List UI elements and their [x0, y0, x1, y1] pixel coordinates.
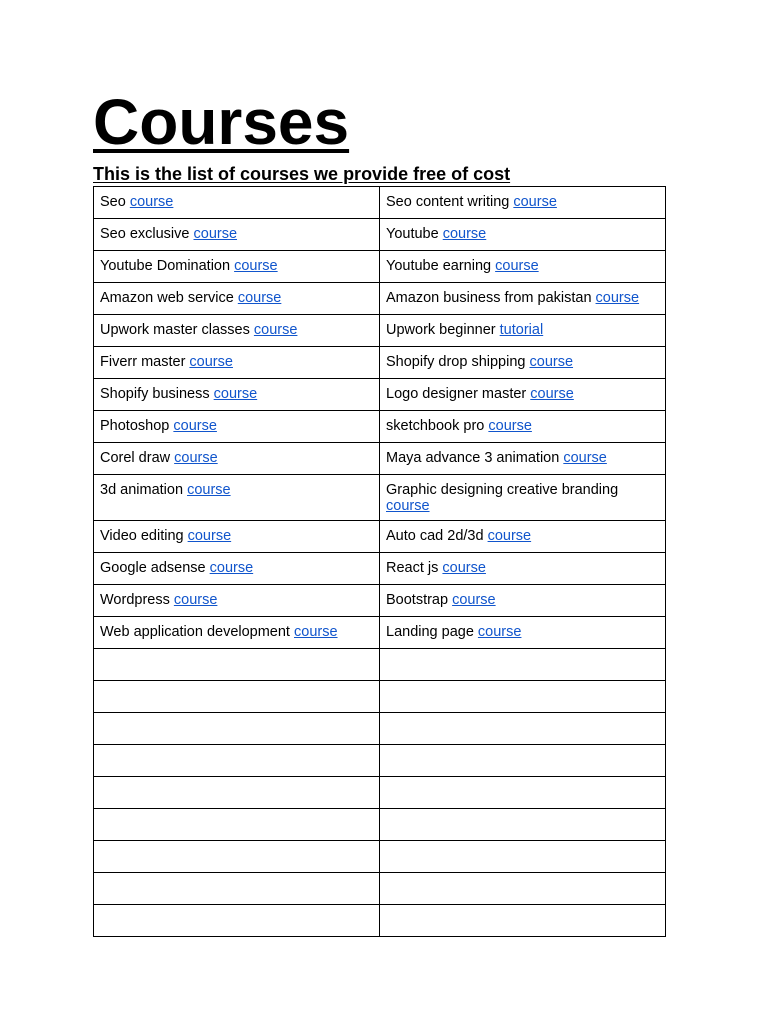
empty-cell [380, 681, 666, 713]
empty-cell [94, 713, 380, 745]
empty-table-row [94, 745, 666, 777]
course-name: Seo content writing [386, 194, 514, 210]
courses-table-body [94, 187, 666, 937]
course-link[interactable]: course [237, 290, 282, 306]
course-cell [380, 443, 666, 475]
course-name: Amazon web service [100, 290, 238, 306]
course-cell [380, 617, 666, 649]
course-link[interactable]: course [488, 418, 532, 434]
course-link[interactable]: course [452, 592, 496, 608]
course-name: Bootstrap [386, 592, 453, 608]
course-cell [380, 379, 666, 411]
course-cell [94, 283, 380, 315]
course-cell [380, 475, 666, 521]
table-row [94, 379, 666, 411]
course-cell [380, 283, 666, 315]
empty-table-row [94, 777, 666, 809]
course-cell [94, 251, 380, 283]
table-row [94, 283, 666, 315]
course-cell [380, 347, 666, 379]
empty-table-row [94, 809, 666, 841]
table-row [94, 443, 666, 475]
empty-cell [380, 713, 666, 745]
course-cell [94, 475, 380, 521]
table-row [94, 553, 666, 585]
course-cell [94, 521, 380, 553]
course-cell [94, 617, 380, 649]
course-name: Amazon business from pakistan [386, 290, 596, 306]
course-cell [380, 553, 666, 585]
course-link[interactable]: course [529, 354, 574, 370]
course-name: Landing page [386, 624, 478, 640]
empty-table-row [94, 681, 666, 713]
courses-table [93, 186, 666, 937]
course-link[interactable]: course [513, 194, 557, 210]
table-row [94, 315, 666, 347]
course-link[interactable]: course [386, 498, 430, 514]
empty-cell [380, 809, 666, 841]
course-name: Photoshop [100, 418, 174, 434]
course-name: Youtube Domination [100, 258, 235, 274]
course-name: Shopify business [100, 386, 214, 402]
empty-cell [94, 649, 380, 681]
course-cell [94, 411, 380, 443]
course-link[interactable]: course [129, 194, 174, 210]
course-name: Upwork master classes [100, 322, 254, 338]
course-name: Auto cad 2d/3d [386, 528, 488, 544]
course-name: Video editing [100, 528, 188, 544]
course-link[interactable]: course [189, 354, 233, 370]
course-name: React js [386, 560, 443, 576]
empty-cell [380, 777, 666, 809]
empty-cell [94, 809, 380, 841]
empty-table-row [94, 873, 666, 905]
course-link[interactable]: course [495, 258, 539, 274]
course-name: Maya advance 3 animation [386, 450, 564, 466]
page-title: Courses [93, 86, 350, 158]
empty-cell [380, 873, 666, 905]
course-link[interactable]: course [442, 560, 486, 576]
course-name: 3d animation [100, 482, 188, 498]
course-name: Seo [100, 194, 130, 210]
table-row [94, 347, 666, 379]
course-link[interactable]: course [442, 226, 487, 242]
empty-cell [380, 841, 666, 873]
empty-cell [94, 777, 380, 809]
course-cell [380, 251, 666, 283]
empty-table-row [94, 649, 666, 681]
course-name: Youtube [386, 226, 443, 242]
empty-cell [94, 745, 380, 777]
course-cell [380, 219, 666, 251]
course-link[interactable]: course [209, 560, 254, 576]
course-cell [94, 443, 380, 475]
table-row [94, 585, 666, 617]
course-link[interactable]: course [193, 226, 238, 242]
course-link[interactable]: course [187, 482, 231, 498]
course-name: Logo designer master [386, 386, 531, 402]
table-row [94, 521, 666, 553]
course-cell [94, 315, 380, 347]
course-link[interactable]: course [487, 528, 532, 544]
course-link[interactable]: course [563, 450, 607, 466]
course-cell [94, 219, 380, 251]
empty-cell [94, 905, 380, 937]
empty-table-row [94, 841, 666, 873]
course-link[interactable]: course [234, 258, 278, 274]
course-cell [380, 411, 666, 443]
course-name: Corel draw [100, 450, 175, 466]
empty-cell [94, 841, 380, 873]
course-link[interactable]: course [595, 290, 640, 306]
course-link[interactable]: course [173, 592, 218, 608]
course-name: Wordpress [100, 592, 174, 608]
empty-cell [94, 873, 380, 905]
course-link[interactable]: course [173, 418, 217, 434]
course-link[interactable]: course [213, 386, 258, 402]
table-row [94, 411, 666, 443]
course-link[interactable]: course [530, 386, 574, 402]
course-name: Seo exclusive [100, 226, 194, 242]
table-row [94, 187, 666, 219]
course-cell [380, 315, 666, 347]
course-cell [380, 187, 666, 219]
course-name: Graphic designing creative branding [386, 482, 619, 498]
empty-table-row [94, 713, 666, 745]
course-name: Fiverr master [100, 354, 190, 370]
course-name: Google adsense [100, 560, 210, 576]
course-name: Shopify drop shipping [386, 354, 530, 370]
table-row [94, 475, 666, 521]
course-cell [94, 347, 380, 379]
course-cell [94, 379, 380, 411]
empty-cell [94, 681, 380, 713]
course-cell [380, 585, 666, 617]
course-link[interactable]: course [477, 624, 522, 640]
course-cell [380, 521, 666, 553]
course-name: Youtube earning [386, 258, 496, 274]
empty-cell [380, 649, 666, 681]
course-name: sketchbook pro [386, 418, 489, 434]
table-row [94, 219, 666, 251]
empty-table-row [94, 905, 666, 937]
empty-cell [380, 745, 666, 777]
course-cell [94, 553, 380, 585]
page-subtitle: This is the list of courses we provide free of cost [93, 164, 511, 184]
table-row [94, 617, 666, 649]
tutorial-link[interactable]: tutorial [499, 322, 544, 338]
course-name: Web application development [100, 624, 294, 640]
course-link[interactable]: course [187, 528, 232, 544]
course-link[interactable]: course [294, 624, 338, 640]
course-cell [94, 585, 380, 617]
course-link[interactable]: course [253, 322, 298, 338]
course-link[interactable]: course [174, 450, 218, 466]
empty-cell [380, 905, 666, 937]
table-row [94, 251, 666, 283]
course-name: Upwork beginner [386, 322, 500, 338]
course-cell [94, 187, 380, 219]
